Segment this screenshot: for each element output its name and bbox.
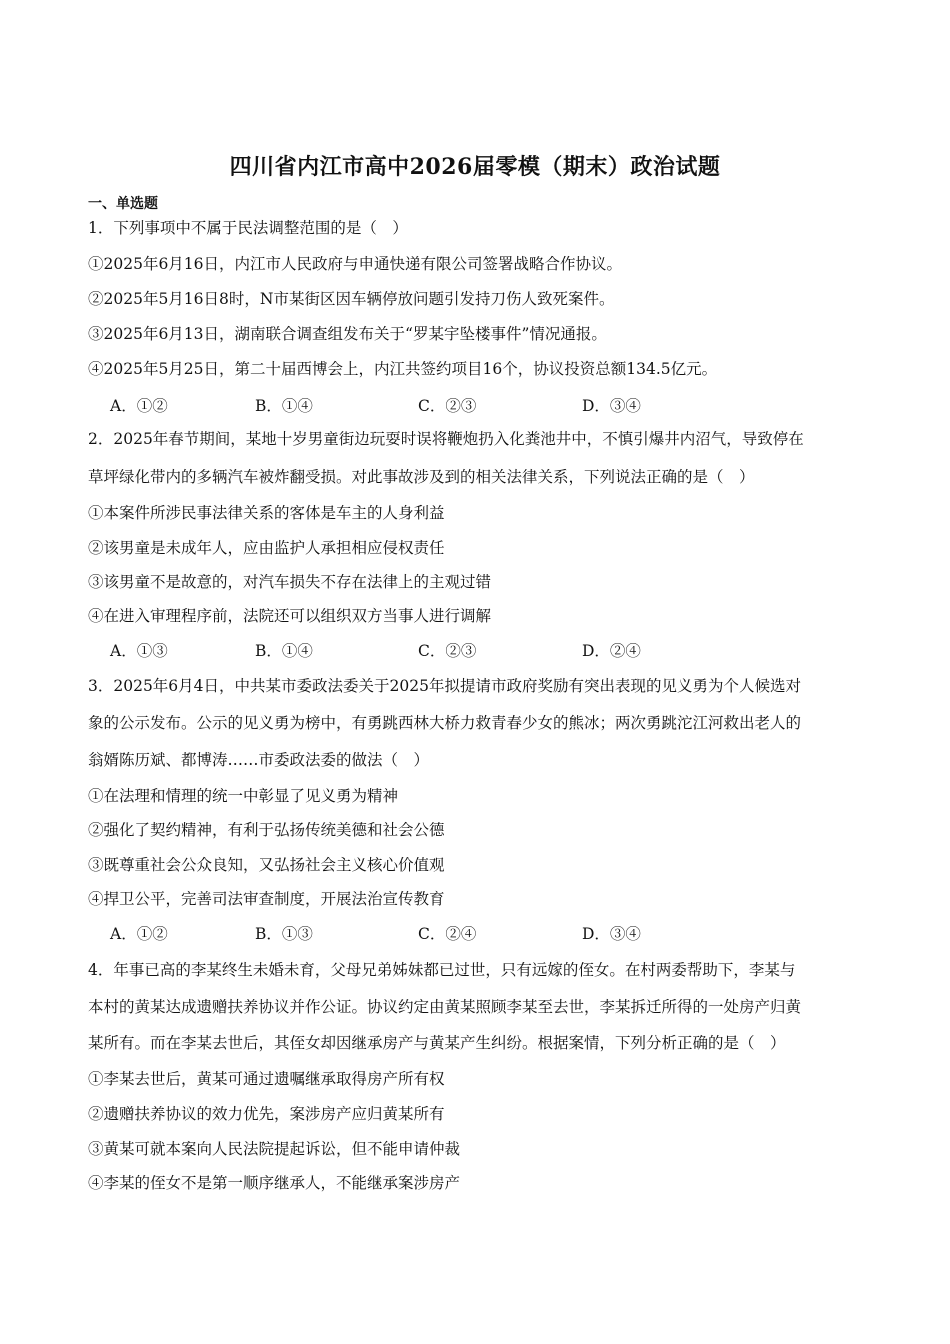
statement-item: ④李某的侄女不是第一顺序继承人，不能继承案涉房产	[88, 1174, 461, 1192]
question-stem: 3．2025年6月4日，中共某市委政法委关于2025年拟提请市政府奖励有突出表现的见义勇为个人候选对	[88, 677, 801, 695]
option-b: B．①③	[255, 925, 313, 943]
question-stem: 2．2025年春节期间，某地十岁男童街边玩耍时误将鞭炮扔入化粪池井中，不慎引爆井内沼气，导致停在	[88, 430, 804, 448]
statement-item: ④在进入审理程序前，法院还可以组织双方当事人进行调解	[88, 607, 492, 625]
statement-item: ②该男童是未成年人，应由监护人承担相应侵权责任	[88, 539, 445, 557]
statement-item: ①本案件所涉民事法律关系的客体是车主的人身利益	[88, 504, 445, 522]
option-a: A．①②	[110, 925, 168, 943]
statement-item: ②2025年5月16日8时，N市某街区因车辆停放问题引发持刀伤人致死案件。	[88, 290, 615, 308]
statement-item: ④2025年5月25日，第二十届西博会上，内江共签约项目16个，协议投资总额134.5亿元。	[88, 360, 718, 378]
question-stem: 翁婿陈历斌、都博涛……市委政法委的做法（ ）	[88, 751, 430, 769]
statement-item: ②强化了契约精神，有利于弘扬传统美德和社会公德	[88, 821, 445, 839]
statement-item: ④捍卫公平，完善司法审查制度，开展法治宣传教育	[88, 890, 445, 908]
statement-item: ②遗赠扶养协议的效力优先，案涉房产应归黄某所有	[88, 1105, 445, 1123]
option-d: D．②④	[582, 642, 641, 660]
question-stem: 草坪绿化带内的多辆汽车被炸翻受损。对此事故涉及到的相关法律关系，下列说法正确的是（ ）	[88, 468, 755, 486]
option-b: B．①④	[255, 642, 313, 660]
option-d: D．③④	[582, 397, 641, 415]
option-c: C．②④	[418, 925, 477, 943]
question-stem: 本村的黄某达成遗赠扶养协议并作公证。协议约定由黄某照顾李某至去世，李某拆迁所得的一处房产归黄	[88, 998, 802, 1016]
question-stem: 4．年事已高的李某终生未婚未育，父母兄弟姊妹都已过世，只有远嫁的侄女。在村两委帮助下，李某与	[88, 961, 796, 979]
option-c: C．②③	[418, 397, 477, 415]
statement-item: ③2025年6月13日，湖南联合调查组发布关于“罗某宇坠楼事件”情况通报。	[88, 325, 607, 343]
question-stem: 象的公示发布。公示的见义勇为榜中，有勇跳西林大桥力救青春少女的熊冰；两次勇跳沱江河救出老人的	[88, 714, 802, 732]
option-c: C．②③	[418, 642, 477, 660]
question-stem: 1．下列事项中不属于民法调整范围的是（ ）	[88, 219, 408, 237]
option-b: B．①④	[255, 397, 313, 415]
option-d: D．③④	[582, 925, 641, 943]
option-a: A．①③	[110, 642, 168, 660]
option-a: A．①②	[110, 397, 168, 415]
statement-item: ①在法理和情理的统一中彰显了见义勇为精神	[88, 787, 399, 805]
page-title: 四川省内江市高中2026届零模（期末）政治试题	[229, 154, 721, 180]
section-heading: 一、单选题	[88, 196, 158, 212]
statement-item: ③黄某可就本案向人民法院提起诉讼，但不能申请仲裁	[88, 1140, 461, 1158]
question-stem: 某所有。而在李某去世后，其侄女却因继承房产与黄某产生纠纷。根据案情，下列分析正确的是（ ）	[88, 1034, 786, 1052]
statement-item: ③既尊重社会公众良知，又弘扬社会主义核心价值观	[88, 856, 445, 874]
statement-item: ①李某去世后，黄某可通过遗嘱继承取得房产所有权	[88, 1070, 445, 1088]
statement-item: ③该男童不是故意的，对汽车损失不存在法律上的主观过错	[88, 573, 492, 591]
statement-item: ①2025年6月16日，内江市人民政府与申通快递有限公司签署战略合作协议。	[88, 255, 623, 273]
